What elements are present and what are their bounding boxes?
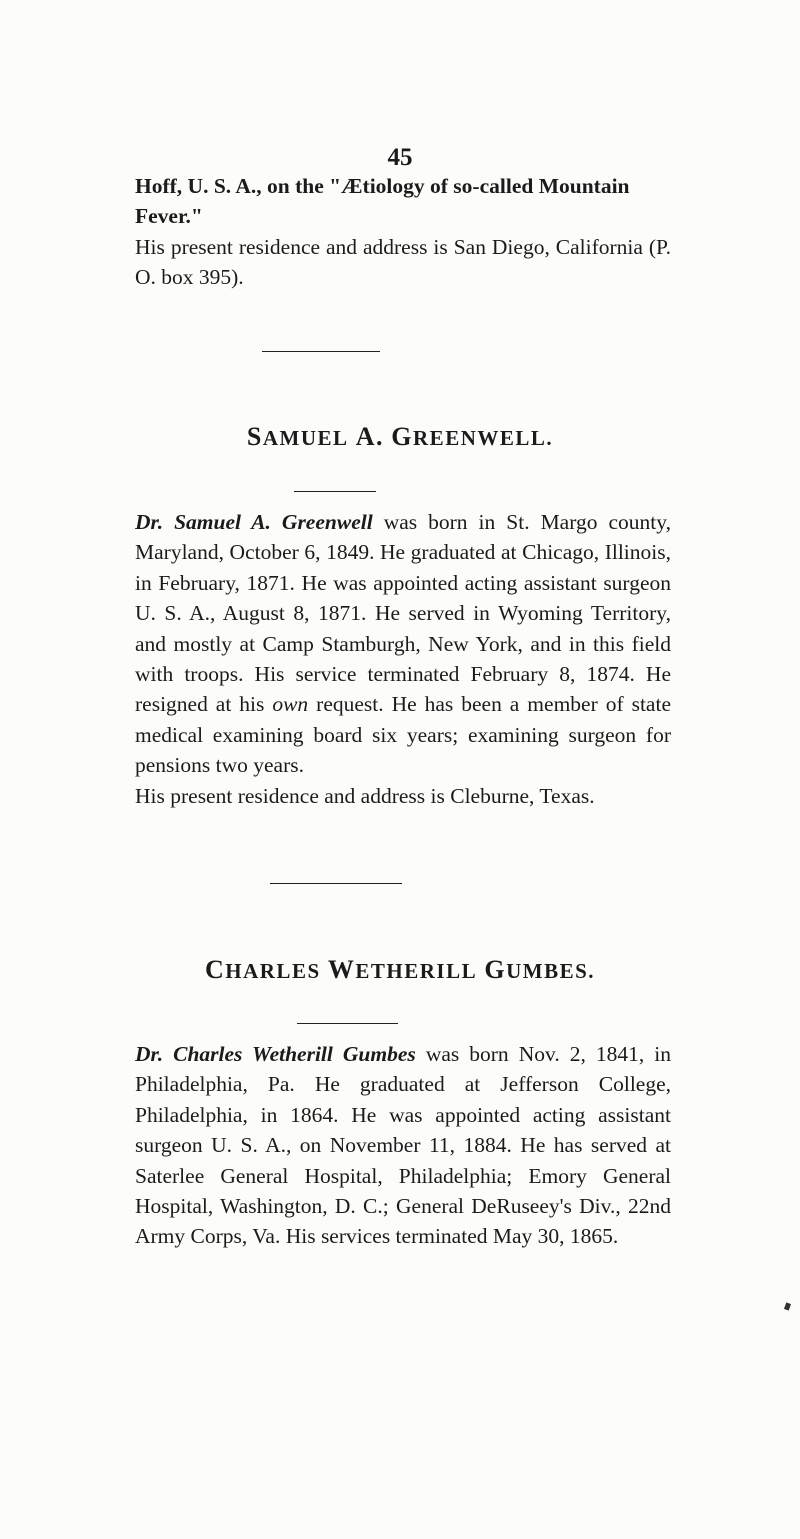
hoff-section bbox=[135, 171, 671, 293]
hoff-residence bbox=[135, 232, 671, 293]
greenwell-bio-paragraph bbox=[135, 507, 671, 781]
heading-word: UMBES. bbox=[506, 959, 596, 983]
greenwell-heading bbox=[0, 422, 800, 452]
heading-underline-short bbox=[297, 1023, 398, 1024]
person-name: Samuel A. Greenwell bbox=[174, 510, 373, 534]
heading-word: AMUEL bbox=[262, 426, 349, 450]
heading-initial: S bbox=[246, 422, 263, 451]
greenwell-residence bbox=[135, 781, 671, 811]
heading-word: HARLES bbox=[225, 959, 321, 983]
paper-speck bbox=[784, 1302, 791, 1310]
gumbes-bio-paragraph bbox=[135, 1039, 671, 1252]
hoff-continuation-text: Hoff, U. S. A., on the "Ætiology of so-called Mountain Fever." bbox=[135, 174, 630, 229]
section-divider-long bbox=[262, 351, 380, 352]
hoff-continuation bbox=[135, 171, 671, 232]
residence-text: His present residence and address is Cleburne, Texas. bbox=[135, 783, 595, 808]
gumbes-heading bbox=[0, 955, 800, 985]
greenwell-bio bbox=[135, 507, 671, 811]
page-number: 45 bbox=[387, 144, 413, 171]
heading-initial: G bbox=[484, 955, 507, 984]
hoff-residence-text: His present residence and address is San Diego, California (P. O. box 395). bbox=[135, 234, 671, 290]
dr-title: Dr. bbox=[135, 1042, 164, 1066]
bio-text: request. He has been a member of state medical examining board six years; examining surgeon for pensions two years. bbox=[135, 692, 671, 778]
heading-word: ETHERILL bbox=[355, 959, 478, 983]
heading-word: REENWELL. bbox=[413, 426, 554, 450]
dr-title: Dr. bbox=[135, 510, 164, 534]
section-divider-long bbox=[270, 883, 402, 884]
bio-text: was born Nov. 2, 1841, in Philadelphia, Pa. He graduated at Jefferson College, Philadelphia, in 1864. He was appointed acting assistant surgeon U. S. A., on November 11, 1884. He has served at Saterlee General Hospital, Philadelphia; Emory General Hospital, Washington, D. C.; General DeRuseey's Div., 22nd Army Corps, Va. His services terminated May 30, 1865. bbox=[135, 1042, 672, 1249]
person-name: Charles Wetherill Gumbes bbox=[173, 1042, 416, 1066]
gumbes-bio bbox=[135, 1039, 671, 1252]
emphasized-word: own bbox=[272, 692, 309, 717]
heading-initial: W bbox=[327, 955, 356, 984]
heading-initial: A. bbox=[355, 422, 385, 451]
bio-text: was born in St. Margo county, Maryland, October 6, 1849. He graduated at Chicago, Illinois, in February, 1871. He was appointed acting assistant surgeon U. S. A., August 8, 1871. He served in Wyoming Territory, and mostly at Camp Stamburgh, New York, and in this field with troops. His service terminated February 8, 1874. He resigned at his bbox=[135, 510, 671, 717]
heading-underline-short bbox=[294, 491, 376, 492]
heading-initial: G bbox=[391, 422, 414, 451]
heading-initial: C bbox=[204, 955, 226, 984]
